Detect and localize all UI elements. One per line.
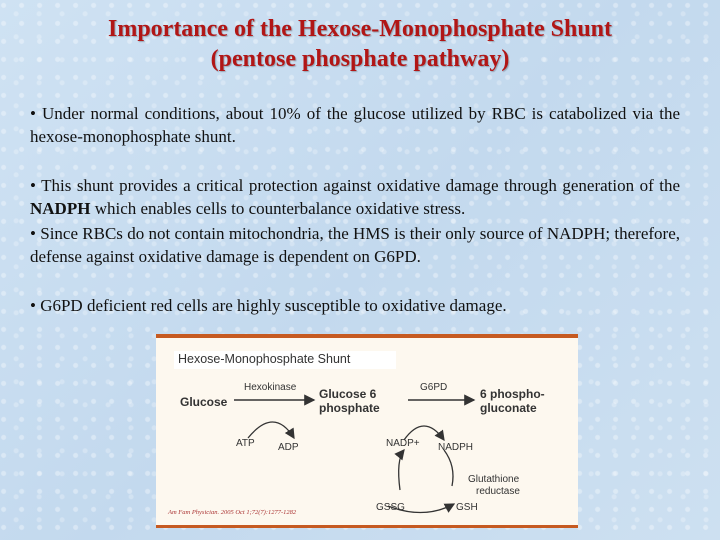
label-nadph: NADPH: [438, 442, 474, 453]
bullet-4: • G6PD deficient red cells are highly susceptible to oxidative damage.: [30, 296, 507, 315]
label-gsh: GSH: [456, 502, 478, 513]
label-g6pd: G6PD: [420, 382, 448, 393]
bullet-2: [30, 174, 680, 220]
title-line-1: Importance of the Hexose-Monophosphate Shunt: [107, 16, 613, 42]
title-line-2: (pentose phosphate pathway): [210, 46, 510, 72]
arrow-atp-adp: [248, 422, 294, 438]
bullet-2-bold: NADPH: [30, 199, 91, 218]
label-6pg-2: gluconate: [480, 401, 537, 415]
label-gssg: GSSG: [376, 502, 405, 513]
label-hexokinase: Hexokinase: [244, 382, 297, 393]
label-glucose: Glucose: [180, 395, 228, 409]
figure-caption: Hexose-Monophosphate Shunt: [178, 352, 351, 366]
figure-citation: Am Fam Physician. 2005 Oct 1;72(7):1277-1282: [168, 509, 297, 516]
pathway-figure: [156, 334, 578, 528]
label-nadp: NADP+: [386, 438, 420, 449]
bullet-2-text-b: which enables cells to counterbalance oxidative stress.: [90, 199, 466, 218]
arrow-from-nadph: [444, 450, 453, 486]
label-6pg-1: 6 phospho-: [480, 387, 545, 401]
bullet-3: • Since RBCs do not contain mitochondria, the HMS is their only source of NADPH; therefore, defense against oxidative damage is dependent on G6PD.: [30, 224, 680, 266]
bullet-2-text-a: • This shunt provides a critical protection against oxidative damage through generation of the: [30, 176, 680, 195]
slide-title: [0, 14, 720, 74]
label-g6p-1: Glucose 6: [319, 387, 377, 401]
label-glutathione-2: reductase: [476, 486, 520, 497]
label-glutathione-1: Glutathione: [468, 474, 520, 485]
bullet-1: • Under normal conditions, about 10% of the glucose utilized by RBC is catabolized via the hexose-monophosphate shunt.: [30, 104, 680, 146]
label-adp: ADP: [278, 442, 299, 453]
label-g6p-2: phosphate: [319, 401, 380, 415]
pathway-diagram: [156, 338, 578, 528]
arrow-to-nadp: [399, 450, 404, 490]
label-atp: ATP: [236, 438, 255, 449]
